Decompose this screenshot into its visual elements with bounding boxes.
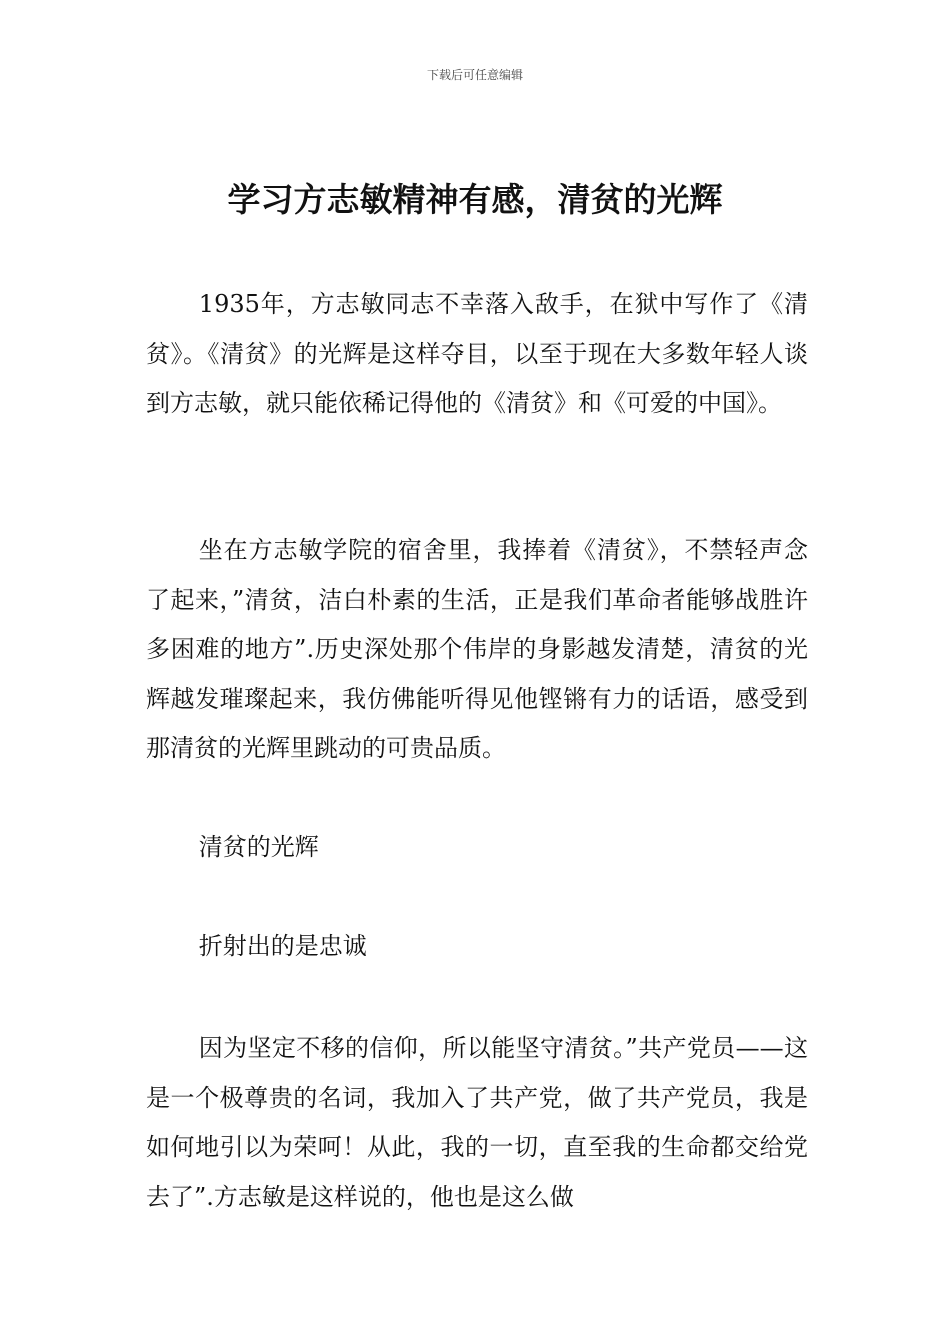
header-note: 下载后可任意编辑 [426,68,523,82]
document-title: 学习方志敏精神有感，清贫的光辉 [227,180,723,219]
subheading-loyalty: 折射出的是忠诚 [198,932,367,960]
paragraph-intro: 1935年，方志敏同志不幸落入敌手，在狱中写作了《清贫》。《清贫》的光辉是这样夺目，以至于现在大多数年轻人谈到方志敏，就只能依稀记得他的《清贫》和《可爱的中国》。 [146,290,808,417]
paragraph-faith: 因为坚定不移的信仰，所以能坚守清贫。”共产党员——这是一个极尊贵的名词，我加入了共产党，做了共产党员，我是如何地引以为荣呵！从此，我的一切，直至我的生命都交给党去了”.方志敏是这样说的，他也是这么做 [146,1034,808,1211]
subheading-light-of-poverty: 清贫的光辉 [198,833,319,861]
paragraph-reading: 坐在方志敏学院的宿舍里，我捧着《清贫》，不禁轻声念了起来，”清贫，洁白朴素的生活，正是我们革命者能够战胜许多困难的地方”.历史深处那个伟岸的身影越发清楚，清贫的光辉越发璀璨起来，我仿佛能听得见他铿锵有力的话语，感受到那清贫的光辉里跳动的可贵品质。 [146,536,808,762]
